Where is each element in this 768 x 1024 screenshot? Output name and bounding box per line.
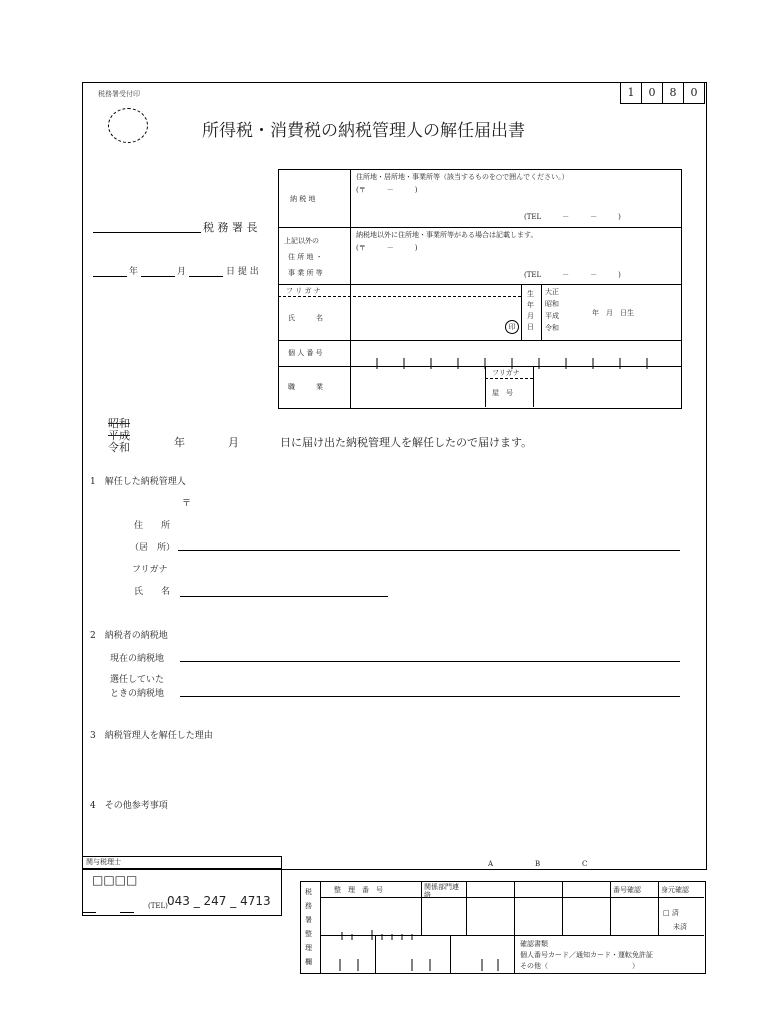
accountant-name: □□□□ — [92, 873, 138, 887]
form-number-box — [620, 82, 705, 104]
reception-stamp-circle — [108, 108, 148, 143]
shop-name-label: 屋 号 — [492, 389, 513, 397]
shop-furigana-dash — [485, 378, 533, 379]
office-divider-h — [320, 897, 704, 898]
office-check-not-done: 未済 — [673, 923, 687, 931]
section-1-furigana-label: フリガナ — [132, 565, 168, 575]
accountant-line — [82, 912, 96, 913]
tax-place-postal: (〒 － ) — [356, 186, 418, 194]
side-char: 務 — [305, 902, 312, 910]
form-number-digit: 1 — [620, 82, 642, 104]
office-doc-other: その他（ ） — [520, 962, 639, 970]
col-b-label: B — [535, 860, 541, 868]
section-2-appointed-label: ときの納税地 — [110, 689, 165, 699]
section-1-address-label: 住 所 — [134, 521, 171, 531]
date-day-submit-label: 日 提 出 — [226, 267, 259, 277]
applicant-divider-v — [350, 169, 351, 408]
section-1-address-line — [178, 550, 680, 551]
other-place-label: 上記以外の — [284, 237, 319, 245]
side-char: 税 — [305, 888, 312, 896]
other-place-postal: (〒 － ) — [356, 244, 418, 252]
reception-stamp-label: 税務署受付印 — [98, 90, 140, 98]
furigana-dash — [278, 296, 521, 297]
era-showa-text: 昭和 — [108, 417, 130, 430]
shop-furigana-label: フリガナ — [492, 369, 520, 377]
statement-year: 年 — [174, 436, 185, 449]
occupation-divider-v — [533, 366, 534, 407]
office-col-bango: 番号確認 — [613, 886, 641, 894]
birth-label — [527, 289, 534, 333]
section-2-appointed-line — [180, 696, 680, 697]
office-divider-v — [658, 881, 659, 936]
date-month-label: 月 — [177, 267, 187, 277]
other-place-label: 住 所 地 ・ — [288, 253, 323, 261]
office-divider-v — [421, 881, 422, 936]
date-day-line — [189, 276, 223, 277]
office-doc-title: 確認書類 — [520, 940, 548, 948]
section-2-current-label: 現在の納税地 — [110, 654, 165, 664]
tax-place-note: 住所地・居所地・事業所等（該当するものを○で囲んでください。） — [356, 173, 569, 181]
birth-date-text: 年 月 日生 — [592, 309, 634, 317]
office-divider-v — [562, 881, 563, 936]
form-number-digit: 0 — [642, 82, 663, 104]
birth-divider-v — [521, 284, 522, 340]
era-options — [545, 286, 559, 334]
mynumber-boxes — [352, 354, 678, 365]
birth-label-char: 日 — [527, 323, 534, 331]
name-label: 氏 名 — [288, 314, 323, 322]
era-showa — [108, 418, 130, 454]
date-year-label: 年 — [129, 267, 139, 277]
office-divider-v — [514, 881, 515, 973]
accountant-label: 関与税理士 — [86, 858, 121, 866]
other-place-label: 事 業 所 等 — [288, 269, 323, 277]
era-option: 平成 — [545, 312, 559, 320]
side-char: 署 — [305, 916, 312, 924]
tax-place-label: 納 税 地 — [290, 195, 316, 203]
other-place-note: 納税地以外に住所地・事業所等がある場合は記載します。 — [356, 231, 538, 239]
statement-month: 月 — [228, 436, 239, 449]
tax-place-tel: (TEL － － ) — [524, 213, 621, 221]
section-2-current-line — [180, 661, 680, 662]
birth-label-char: 生 — [527, 290, 534, 298]
section-1-name-label: 氏 名 — [134, 587, 171, 597]
accountant-tel-number: 043 _ 247 _ 4713 — [167, 894, 271, 908]
era-heisei-text: 平成 — [108, 429, 130, 442]
accountant-line — [120, 912, 134, 913]
era-reiwa-text: 令和 — [108, 441, 130, 454]
applicant-divider-h — [278, 284, 681, 285]
office-use-side-label — [305, 885, 312, 969]
office-divider-v — [320, 881, 321, 973]
section-1-title: 1 解任した納税管理人 — [90, 477, 186, 487]
era-option: 令和 — [545, 324, 559, 332]
date-year-line — [93, 276, 127, 277]
tax-office-suffix: 税 務 署 長 — [203, 221, 258, 234]
birth-divider-v — [541, 284, 542, 340]
applicant-divider-h — [278, 227, 681, 228]
occupation-divider-v — [485, 366, 486, 407]
form-number-digit: 0 — [684, 82, 705, 104]
page-title: 所得税・消費税の納税管理人の解任届出書 — [202, 121, 525, 141]
section-4-title: 4 その他参考事項 — [90, 801, 168, 811]
birth-label-char: 月 — [527, 312, 534, 320]
statement-text: 日に届け出た納税管理人を解任したので届けます。 — [280, 436, 533, 449]
other-place-tel: (TEL － － ) — [524, 271, 621, 279]
era-option: 大正 — [545, 288, 559, 296]
form-number-digit: 8 — [663, 82, 684, 104]
office-divider-v — [610, 881, 611, 936]
col-c-label: C — [582, 860, 588, 868]
applicant-table — [278, 169, 682, 409]
section-3-title: 3 納税管理人を解任した理由 — [90, 731, 213, 741]
office-bottom-ticks-svg — [322, 957, 514, 971]
mynumber-label: 個 人 番 号 — [288, 349, 323, 357]
side-char: 整 — [305, 930, 312, 938]
section-2-title: 2 納税者の納税地 — [90, 631, 168, 641]
tax-office-line — [93, 232, 201, 233]
accountant-divider — [82, 868, 281, 869]
side-char: 理 — [305, 944, 312, 952]
section-2-appointed-label: 選任していた — [110, 675, 165, 685]
office-col-mimoto: 身元確認 — [661, 886, 689, 894]
section-1-residence-label: （居 所） — [130, 543, 176, 553]
section-1-postal: 〒 — [182, 499, 192, 509]
seal-mark: 印 — [505, 320, 519, 334]
office-doc-types: 個人番号カード／通知カード・運転免許証 — [520, 951, 653, 959]
office-col-kankei: 関係部門連 絡 — [424, 883, 466, 899]
office-check-done: □ 済 — [663, 909, 679, 917]
era-option: 昭和 — [545, 300, 559, 308]
birth-label-char: 年 — [527, 301, 534, 309]
side-char: 欄 — [305, 958, 312, 966]
furigana-label: フ リ ガ ナ — [286, 287, 321, 295]
date-month-line — [141, 276, 175, 277]
col-a-label: A — [488, 860, 494, 868]
occupation-label: 職 業 — [288, 383, 323, 391]
office-col-seiri: 整 理 番 号 — [334, 886, 383, 894]
seiri-ticks-svg — [330, 930, 420, 940]
applicant-divider-h — [278, 340, 681, 341]
section-1-name-line — [180, 596, 388, 597]
office-bottom-ticks — [322, 956, 514, 975]
accountant-tel-label: (TEL) — [148, 902, 168, 910]
office-divider-v — [466, 881, 467, 936]
seiri-number-ticks — [330, 925, 420, 944]
